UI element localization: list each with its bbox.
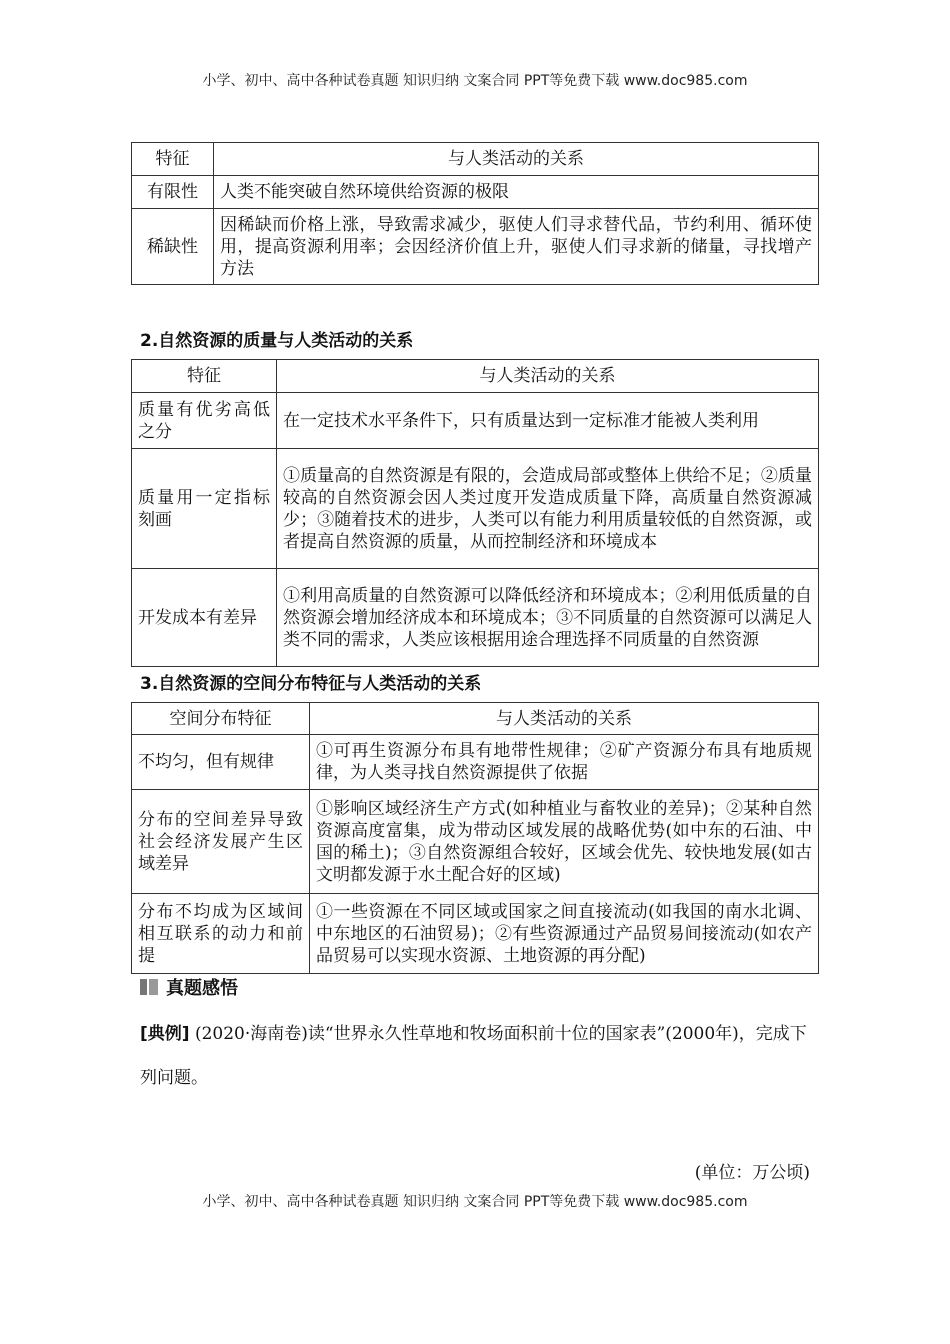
example-question bbox=[140, 1012, 820, 1100]
table-resource-distribution bbox=[131, 702, 819, 974]
table-cell-relation: ①影响区域经济生产方式(如种植业与畜牧业的差异)；②某种自然资源高度富集，成为带动区域发展的战略优势(如中东的石油、中国的稀土)；③自然资源组合较好，区域会优先、较快地发展(如古文明都发源于水土配合好的区域) bbox=[310, 790, 819, 894]
section-banner bbox=[140, 976, 238, 998]
table-cell-feature: 分布的空间差异导致社会经济发展产生区域差异 bbox=[132, 790, 310, 894]
table-cell-feature: 稀缺性 bbox=[132, 209, 214, 285]
table-cell-relation: ①质量高的自然资源是有限的，会造成局部或整体上供给不足；②质量较高的自然资源会因人类过度开发造成质量下降，高质量自然资源减少；③随着技术的进步，人类可以有能力利用质量较低的自然资源，或者提高自然资源的质量，从而控制经济和环境成本 bbox=[277, 449, 819, 569]
banner-title: 真题感悟 bbox=[166, 978, 238, 999]
table-cell-feature: 开发成本有差异 bbox=[132, 569, 277, 667]
table-cell-feature: 分布不均成为区域间相互联系的动力和前提 bbox=[132, 894, 310, 974]
table-header-cell: 空间分布特征 bbox=[132, 703, 310, 735]
table-cell-feature: 质量用一定指标刻画 bbox=[132, 449, 277, 569]
table-cell-relation: ①可再生资源分布具有地带性规律；②矿产资源分布具有地质规律，为人类寻找自然资源提供了依据 bbox=[310, 735, 819, 790]
section-title-quality: 2.自然资源的质量与人类活动的关系 bbox=[140, 331, 414, 351]
table-cell-relation: 因稀缺而价格上涨，导致需求减少，驱使人们寻求替代品，节约利用、循环使用，提高资源利用率；会因经济价值上升，驱使人们寻求新的储量，寻找增产方法 bbox=[214, 209, 819, 285]
unit-label: (单位：万公顷) bbox=[694, 1163, 810, 1183]
banner-block-icon bbox=[149, 979, 158, 995]
table-header-cell: 特征 bbox=[132, 143, 214, 176]
table-resource-quantity bbox=[131, 142, 819, 285]
section-title-distribution: 3.自然资源的空间分布特征与人类活动的关系 bbox=[140, 674, 482, 694]
banner-block-icon bbox=[140, 979, 147, 995]
table-resource-quality bbox=[131, 359, 819, 667]
table-cell-relation: 人类不能突破自然环境供给资源的极限 bbox=[214, 176, 819, 209]
table-header-cell: 特征 bbox=[132, 360, 277, 393]
page-header: 小学、初中、高中各种试卷真题 知识归纳 文案合同 PPT等免费下载 www.doc985.com bbox=[202, 73, 748, 89]
table-cell-feature: 质量有优劣高低之分 bbox=[132, 393, 277, 449]
example-text: 读“世界永久性草地和牧场面积前十位的国家表”(2000年)，完成下列问题。 bbox=[140, 1024, 807, 1088]
table-header-cell: 与人类活动的关系 bbox=[214, 143, 819, 176]
table-cell-feature: 不均匀，但有规律 bbox=[132, 735, 310, 790]
table-cell-relation: ①利用高质量的自然资源可以降低经济和环境成本；②利用低质量的自然资源会增加经济成本和环境成本；③不同质量的自然资源可以满足人类不同的需求，人类应该根据用途合理选择不同质量的自然资源 bbox=[277, 569, 819, 667]
table-cell-relation: 在一定技术水平条件下，只有质量达到一定标准才能被人类利用 bbox=[277, 393, 819, 449]
table-cell-feature: 有限性 bbox=[132, 176, 214, 209]
example-tag: [典例] bbox=[140, 1024, 190, 1044]
table-header-cell: 与人类活动的关系 bbox=[310, 703, 819, 735]
example-source: (2020·海南卷) bbox=[194, 1024, 308, 1044]
table-header-cell: 与人类活动的关系 bbox=[277, 360, 819, 393]
page-footer: 小学、初中、高中各种试卷真题 知识归纳 文案合同 PPT等免费下载 www.doc985.com bbox=[202, 1194, 748, 1210]
table-cell-relation: ①一些资源在不同区域或国家之间直接流动(如我国的南水北调、中东地区的石油贸易)；②有些资源通过产品贸易间接流动(如农产品贸易可以实现水资源、土地资源的再分配) bbox=[310, 894, 819, 974]
